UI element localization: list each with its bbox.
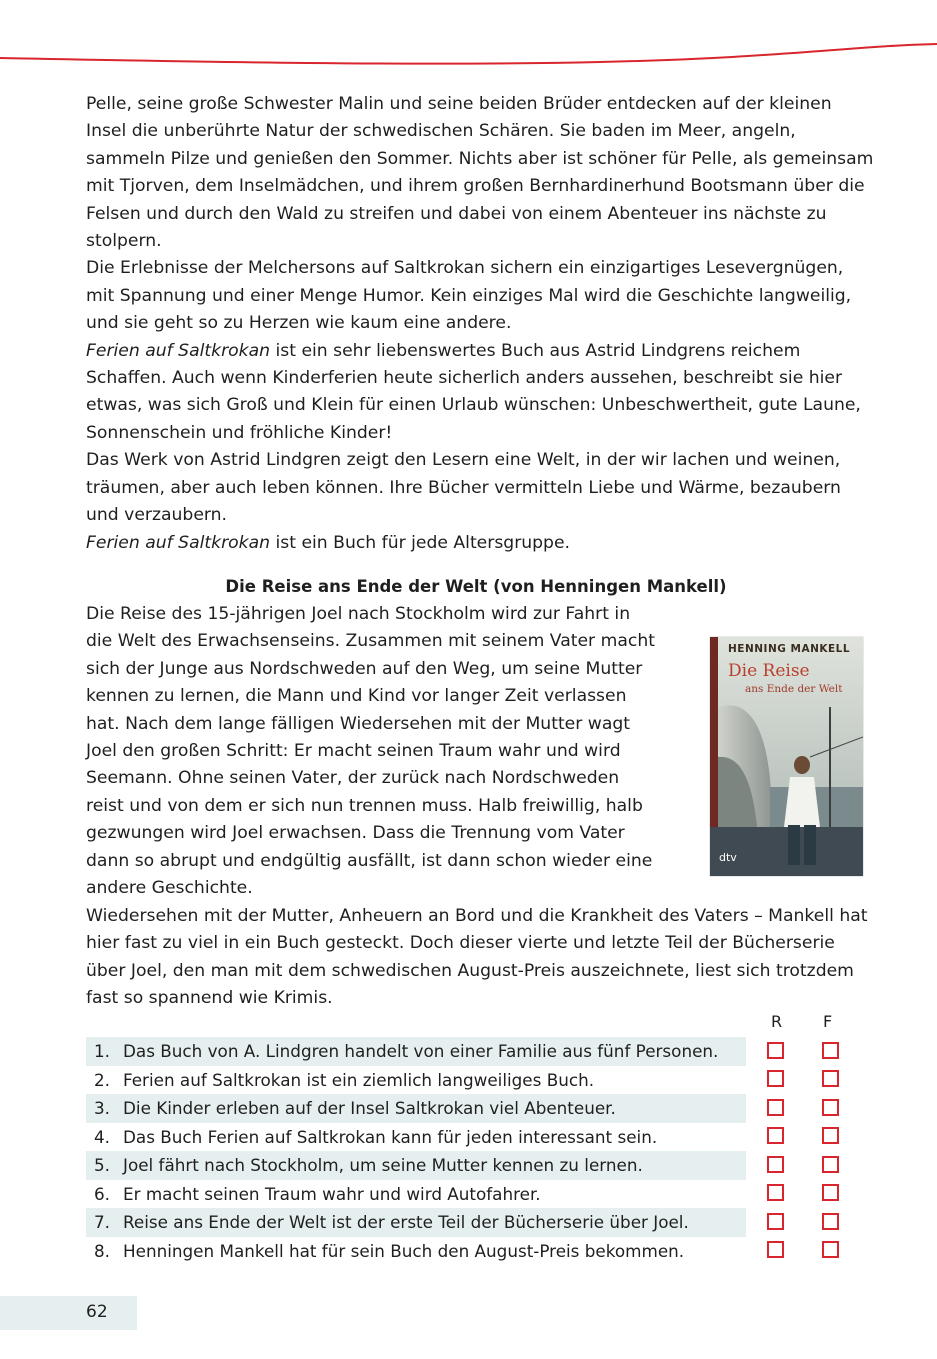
statement-text: Ferien auf Saltkrokan ist ein ziemlich langweiliges Buch. [123, 1069, 595, 1090]
statement-number: 8. [94, 1240, 111, 1261]
checkbox-f-2[interactable] [822, 1070, 839, 1087]
checkbox-r-4[interactable] [767, 1127, 784, 1144]
cover-subtitle: ans Ende der Welt [745, 683, 843, 695]
book-description [86, 601, 686, 902]
checkbox-f-5[interactable] [822, 1156, 839, 1173]
book-review-text: Wiedersehen mit der Mutter, Anheuern an Bord und die Krankheit des Vaters – Mankell hat hier fast zu viel in ein Buch gesteckt. Doch dieser vierte und letzte Teil der Bücherserie über Joel, den man mit dem schwedischen August-Preis auszeichnete, liest sich trotzdem fast so spannend wie Krimis. [86, 906, 868, 1009]
book-line: andere Geschichte. [86, 878, 253, 899]
book-line: sich der Junge aus Nordschweden auf den Weg, um seine Mutter [86, 658, 643, 679]
checkbox-r-1[interactable] [767, 1042, 784, 1059]
top-red-line [0, 0, 937, 80]
paragraph-5-text: ist ein Buch für jede Altersgruppe. [270, 532, 571, 553]
book-line: gezwungen wird Joel erwachsen. Dass die Trennung vom Vater [86, 823, 625, 844]
statement-text: Henningen Mankell hat für sein Buch den August-Preis bekommen. [123, 1240, 685, 1261]
intro-text [86, 91, 876, 557]
paragraph-5 [86, 530, 876, 557]
statement-number: 5. [94, 1155, 111, 1175]
paragraph-3 [86, 338, 876, 448]
book-line: Seemann. Ohne seinen Vater, der zurück nach Nordschweden [86, 768, 620, 789]
book-line: Joel den großen Schritt: Er macht seinen Traum wahr und wird [86, 741, 621, 762]
statement-number: 6. [94, 1183, 111, 1204]
statement-row [86, 1208, 746, 1237]
statement-row [86, 1123, 746, 1152]
paragraph-1: Pelle, seine große Schwester Malin und seine beiden Brüder entdecken auf der kleinen Insel die unberührte Natur der schwedischen Schären. Sie baden im Meer, angeln, sammeln Pilze und genießen den Sommer. Nichts aber ist schöner für Pelle, als gemeinsam mit Tjorven, dem Inselmädchen, und ihrem großen Bernhardinerhund Bootsmann über die Felsen und durch den Wald zu streifen und dabei von einem Abenteuer ins nächste zu stolpern. [86, 94, 874, 252]
statement-text: Das Buch Ferien auf Saltkrokan kann für jeden interessant sein. [123, 1126, 658, 1147]
statement-row [86, 1094, 746, 1123]
checkbox-f-1[interactable] [822, 1042, 839, 1059]
book-line: Die Reise des 15-jährigen Joel nach Stockholm wird zur Fahrt in [86, 604, 631, 624]
statement-number: 3. [94, 1098, 111, 1118]
richtig-column-header: R [771, 1012, 783, 1031]
statement-text: Reise ans Ende der Welt ist der erste Teil der Bücherserie über Joel. [123, 1212, 689, 1232]
cover-title: Die Reise [728, 661, 810, 681]
book-line: hat. Nach dem lange fälligen Wiedersehen mit der Mutter wagt [86, 713, 631, 734]
cover-author: HENNING MANKELL [728, 643, 851, 655]
statement-row [86, 1037, 746, 1066]
statement-text: Er macht seinen Traum wahr und wird Autofahrer. [123, 1183, 541, 1204]
checkbox-r-2[interactable] [767, 1070, 784, 1087]
statement-text: Das Buch von A. Lindgren handelt von einer Familie aus fünf Personen. [123, 1041, 719, 1061]
statement-number: 1. [94, 1041, 111, 1061]
book-cover-image [710, 637, 863, 876]
book-line: reist und von dem er sich nun trennen muss. Halb freiwillig, halb [86, 795, 643, 816]
checkbox-f-6[interactable] [822, 1184, 839, 1201]
paragraph-4: Das Werk von Astrid Lindgren zeigt den Lesern eine Welt, in der wir lachen und weinen, träumen, aber auch leben können. Ihre Bücher vermitteln Liebe und Wärme, bezaubern und verzaubern. [86, 450, 841, 526]
statement-row [86, 1151, 746, 1180]
book-review [86, 903, 876, 1013]
statement-row [86, 1066, 746, 1095]
checkbox-f-4[interactable] [822, 1127, 839, 1144]
book-line: die Welt des Erwachsenseins. Zusammen mit seinem Vater macht [86, 631, 655, 652]
checkbox-r-7[interactable] [767, 1213, 784, 1230]
statement-text: Die Kinder erleben auf der Insel Saltkrokan viel Abenteuer. [123, 1098, 616, 1118]
book-line: kennen zu lernen, die Mann und Kind vor langer Zeit verlassen [86, 686, 627, 707]
book-line: dann so abrupt und endgültig ausfällt, ist dann schon wieder eine [86, 850, 653, 871]
book-title-italic: Ferien auf Saltkrokan [86, 340, 271, 361]
checkbox-r-8[interactable] [767, 1241, 784, 1258]
checkbox-f-8[interactable] [822, 1241, 839, 1258]
statement-row [86, 1237, 746, 1266]
statement-text: Joel fährt nach Stockholm, um seine Mutter kennen zu lernen. [123, 1155, 643, 1175]
falsch-column-header: F [823, 1012, 833, 1031]
checkbox-r-3[interactable] [767, 1099, 784, 1116]
statement-row [86, 1180, 746, 1209]
page-number-tab [0, 1296, 137, 1330]
checkbox-f-3[interactable] [822, 1099, 839, 1116]
statement-number: 4. [94, 1126, 111, 1147]
cover-publisher-logo: dtv [719, 851, 737, 864]
true-false-exercise [86, 1037, 746, 1265]
checkbox-f-7[interactable] [822, 1213, 839, 1230]
statement-number: 7. [94, 1212, 111, 1232]
book-title-italic: Ferien auf Saltkrokan [86, 532, 271, 553]
page-number: 62 [86, 1302, 108, 1322]
statement-number: 2. [94, 1069, 111, 1090]
section-title: Die Reise ans Ende der Welt (von Henningen Mankell) [225, 577, 727, 596]
paragraph-2: Die Erlebnisse der Melchersons auf Saltkrokan sichern ein einzigartiges Lesevergnügen, mit Spannung und einer Menge Humor. Kein einziges Mal wird die Geschichte langweilig, und sie geht so zu Herzen wie kaum eine andere. [86, 258, 852, 334]
paragraph-3-text: ist ein sehr liebenswertes Buch aus Astrid Lindgrens reichem Schaffen. Auch wenn Kinderferien heute sicherlich anders aussehen, beschreibt sie hier etwas, was sich Groß und Klein für einen Urlaub wünschen: Unbeschwertheit, gute Laune, Sonnenschein und fröhliche Kinder! [86, 340, 861, 443]
checkbox-r-5[interactable] [767, 1156, 784, 1173]
checkbox-r-6[interactable] [767, 1184, 784, 1201]
